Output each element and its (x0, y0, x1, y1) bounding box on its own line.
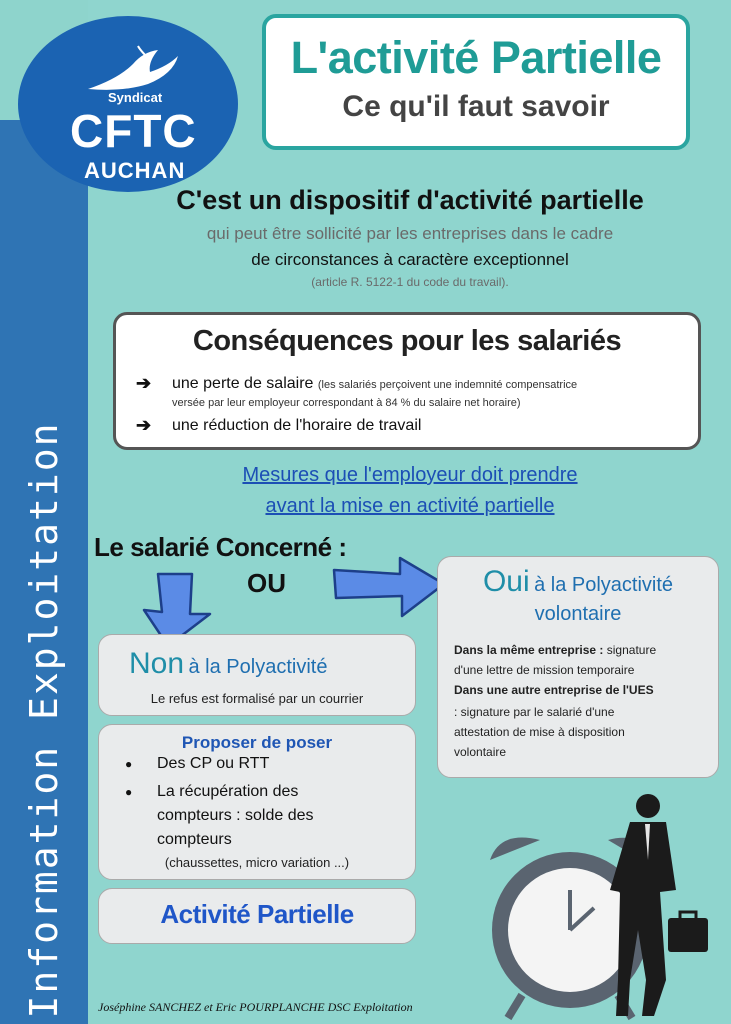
intro (90, 185, 730, 289)
consequences-title: Conséquences pour les salariés (192, 325, 622, 357)
oui-title (438, 565, 718, 599)
oui-line-2: d'une lettre de mission temporaire (454, 663, 635, 677)
activite-partielle-box (98, 888, 416, 944)
proposer-item-2c: compteurs (157, 831, 232, 848)
cftc-logo (18, 16, 238, 192)
oui-rest: à la Polyactivité (534, 574, 674, 596)
bullet-icon: ● (125, 757, 133, 771)
proposer-box (98, 724, 416, 880)
logo-syndicat: Syndicat (108, 90, 163, 105)
side-band-text: Information Exploitation (22, 421, 66, 1019)
logo-cftc: CFTC (70, 105, 197, 157)
intro-line-3: de circonstances à caractère exceptionnel (251, 250, 569, 269)
title-box (262, 14, 690, 150)
oui-line-3: Dans une autre entreprise de l'UES (454, 683, 654, 697)
proposer-item-1: Des CP ou RTT (157, 755, 270, 772)
right-arrow-icon (330, 552, 450, 622)
footer-credits: Joséphine SANCHEZ et Eric POURPLANCHE DSC Exploitation (98, 1000, 413, 1014)
intro-line-4: (article R. 5122-1 du code du travail). (311, 275, 509, 289)
consequence-item-2: une réduction de l'horaire de travail (172, 417, 422, 434)
logo-auchan: AUCHAN (84, 158, 186, 183)
consequence-item-1-title: une perte de salaire (172, 375, 314, 392)
oui-volontaire: volontaire (534, 603, 622, 625)
ou-label: OU (247, 568, 286, 598)
consequences-box (113, 312, 701, 450)
consequence-item-1-detail: (les salariés perçoivent une indemnité compensatrice (317, 379, 578, 391)
bullet-icon: ● (125, 785, 133, 799)
businessman-icon (610, 794, 676, 1016)
non-polyactivite-box (98, 634, 416, 716)
briefcase-icon (668, 912, 708, 952)
arrow-icon: ➔ (136, 415, 152, 435)
intro-line-1: C'est un dispositif d'activité partielle (176, 185, 644, 215)
oui-line-1-rest: signature (606, 643, 657, 657)
page-title: L'activité Partielle (290, 32, 662, 83)
proposer-title: Proposer de poser (181, 733, 333, 752)
page-subtitle: Ce qu'il faut savoir (342, 90, 610, 123)
consequence-item-1 (172, 375, 577, 393)
activite-partielle-label: Activité Partielle (160, 899, 354, 929)
oui-line-5: attestation de mise à disposition (454, 725, 625, 739)
non-rest: à la Polyactivité (188, 656, 328, 678)
mesures-line-1: Mesures que l'employeur doit prendre (242, 464, 578, 486)
clock-illustration (470, 780, 731, 1024)
mesures-line-2: avant la mise en activité partielle (265, 495, 555, 517)
intro-line-2: qui peut être sollicité par les entreprises dans le cadre (206, 224, 614, 243)
proposer-item-2a: La récupération des (157, 783, 299, 800)
non-word: Non (129, 647, 185, 680)
oui-line-1-bold: Dans la même entreprise : (454, 643, 604, 657)
salarie-concerne-label: Le salarié Concerné : (94, 532, 347, 562)
consequence-item-1-detail-2: versée par leur employeur correspondant à 84 % du salaire net horaire) (172, 397, 521, 409)
oui-polyactivite-box (437, 556, 719, 778)
proposer-item-2b: compteurs : solde des (157, 807, 314, 824)
oui-word: Oui (482, 565, 530, 598)
non-title (129, 647, 327, 681)
oui-line-6: volontaire (454, 745, 507, 759)
mesures-link[interactable] (150, 460, 670, 522)
arrow-icon: ➔ (136, 373, 152, 393)
proposer-note: (chaussettes, micro variation ...) (164, 855, 350, 870)
oui-line-1 (454, 643, 656, 657)
oui-line-4: : signature par le salarié d'une (454, 705, 615, 719)
non-subtext: Le refus est formalisé par un courrier (150, 691, 364, 706)
